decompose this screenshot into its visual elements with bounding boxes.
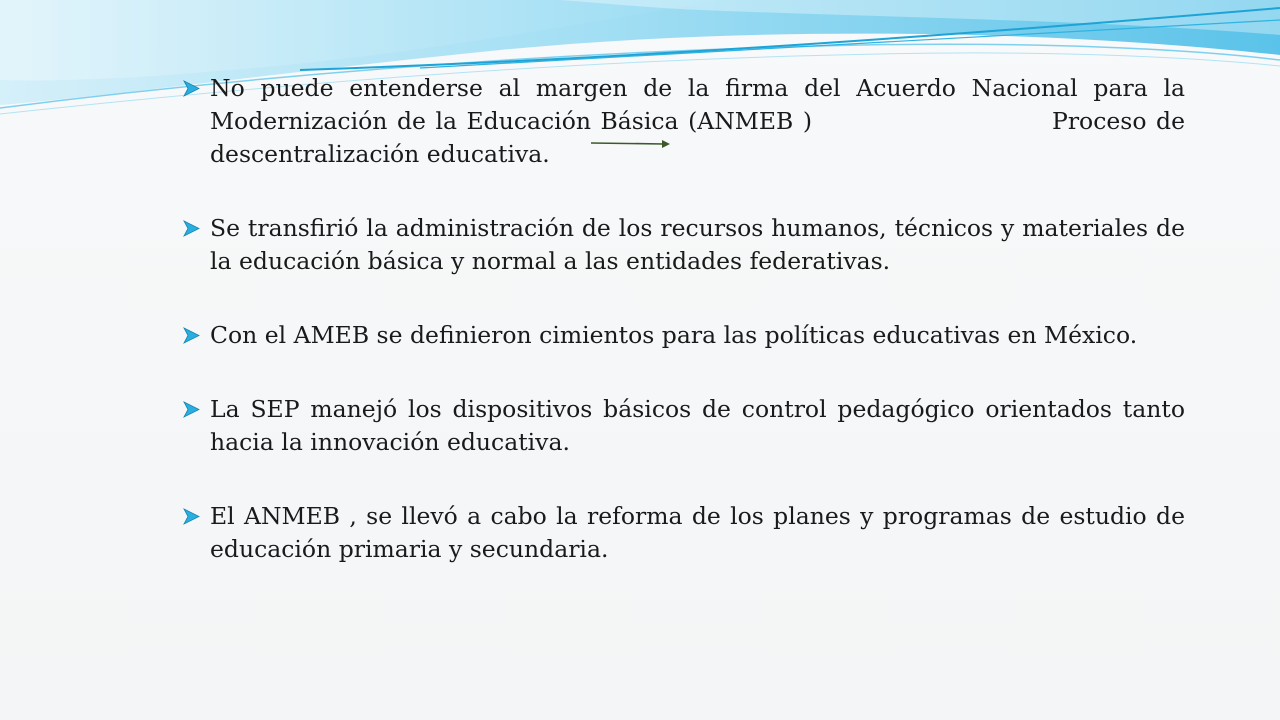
arrowhead-bullet-icon	[183, 220, 200, 237]
bullet-item	[183, 319, 1185, 352]
bullet-text: Con el AMEB se definieron cimientos para las políticas educativas en México.	[210, 321, 1138, 349]
bullet-text: La SEP manejó los dispositivos básicos de control pedagógico orientados tanto hacia la innovación educativa.	[210, 395, 1185, 456]
arrowhead-bullet-icon	[183, 80, 200, 97]
bullet-item	[183, 500, 1185, 566]
bullet-item	[183, 72, 1185, 171]
bullet-list	[183, 72, 1185, 566]
bullet-text-a: No puede entenderse al margen de la firma del Acuerdo Nacional para la Modernización de la Educación Básica (ANMEB )	[210, 74, 1185, 135]
bullet-text: El ANMEB , se llevó a cabo la reforma de los planes y programas de estudio de educación primaria y secundaria.	[210, 502, 1185, 563]
bullet-item	[183, 393, 1185, 459]
bullet-text: Se transfirió la administración de los recursos humanos, técnicos y materiales de la educación básica y normal a las entidades federativas.	[210, 214, 1185, 275]
arrowhead-bullet-icon	[183, 401, 200, 418]
right-arrow-icon	[590, 137, 672, 151]
bullet-item	[183, 212, 1185, 278]
arrowhead-bullet-icon	[183, 327, 200, 344]
bullet-text-b: Proceso de descentralización educativa.	[210, 107, 1185, 168]
arrowhead-bullet-icon	[183, 508, 200, 525]
